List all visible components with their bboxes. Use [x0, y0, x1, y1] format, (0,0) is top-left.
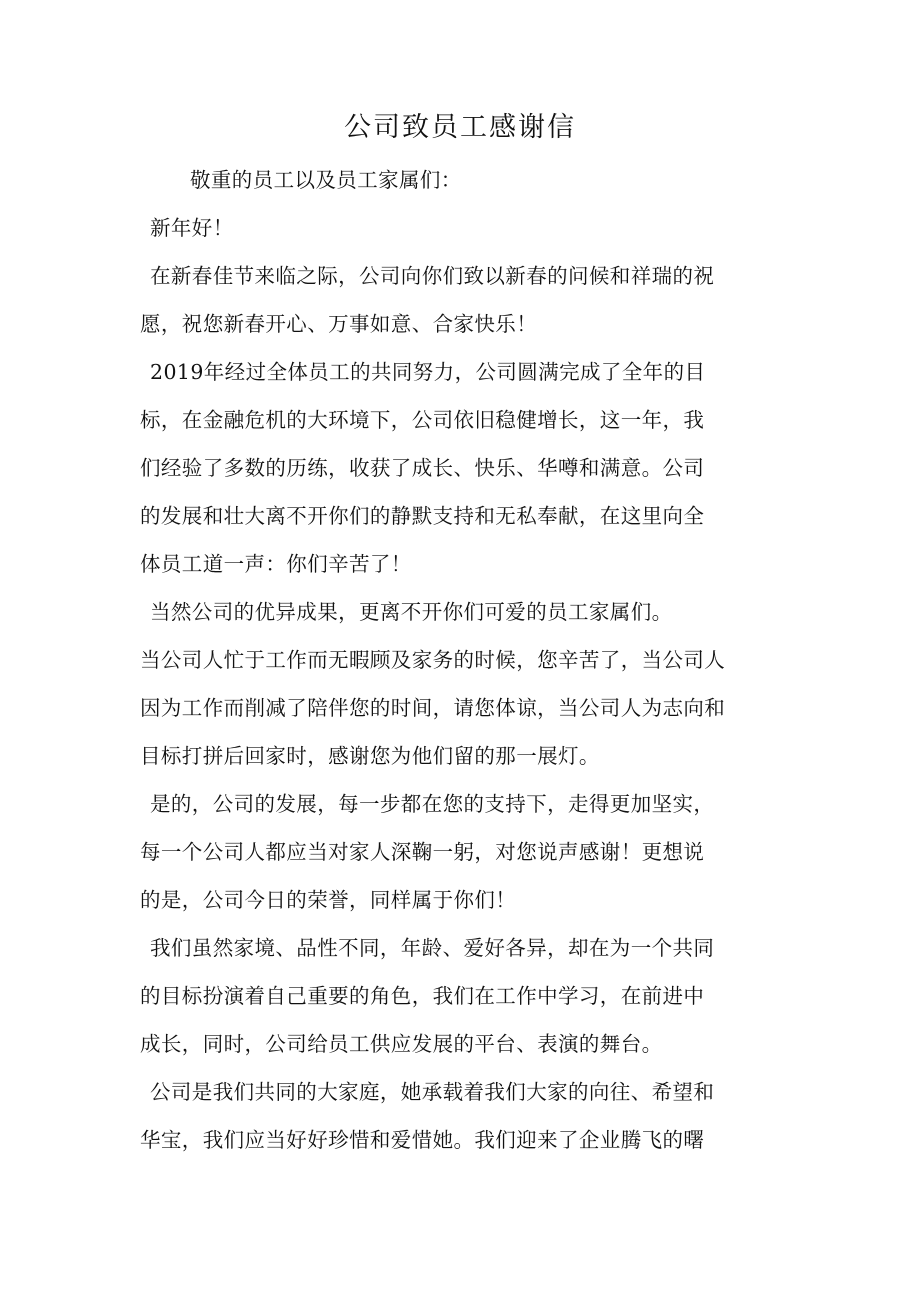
- paragraph-line: 标，在金融危机的大环境下，公司依旧稳健增长，这一年，我: [140, 408, 705, 432]
- paragraph-line: 目标打拼后回家时，感谢您为他们留的那一展灯。: [140, 744, 600, 768]
- paragraph-line: 每一个公司人都应当对家人深鞠一躬，对您说声感谢！更想说: [140, 840, 705, 864]
- paragraph-line: 公司是我们共同的大家庭，她承载着我们大家的向往、希望和: [150, 1080, 715, 1104]
- paragraph-line: 因为工作而削减了陪伴您的时间，请您体谅，当公司人为志向和: [140, 696, 726, 720]
- paragraph-line: 的是，公司今日的荣誉，同样属于你们！: [140, 888, 517, 912]
- paragraph-line: 我们虽然家境、品性不同，年龄、爱好各异，却在为一个共同: [150, 936, 715, 960]
- paragraph-line: 当公司人忙于工作而无暇顾及家务的时候，您辛苦了，当公司人: [140, 648, 726, 672]
- paragraph-line: 是的，公司的发展，每一步都在您的支持下，走得更加坚实，: [150, 792, 715, 816]
- greeting: 新年好！: [150, 216, 234, 240]
- paragraph-line: 2019年经过全体员工的共同努力，公司圆满完成了全年的目: [150, 360, 706, 384]
- paragraph-line: 成长，同时，公司给员工供应发展的平台、表演的舞台。: [140, 1032, 663, 1056]
- salutation: 敬重的员工以及员工家属们：: [190, 168, 462, 192]
- letter-title: 公司致员工感谢信: [344, 112, 576, 143]
- paragraph-line: 愿，祝您新春开心、万事如意、合家快乐！: [140, 312, 538, 336]
- paragraph-line: 们经验了多数的历练，收获了成长、快乐、华噂和满意。公司: [140, 456, 705, 480]
- paragraph-line: 华宝，我们应当好好珍惜和爱惜她。我们迎来了企业腾飞的曙: [140, 1128, 705, 1152]
- paragraph-line: 体员工道一声：你们辛苦了！: [140, 552, 412, 576]
- paragraph-line: 当然公司的优异成果，更离不开你们可爱的员工家属们。: [150, 600, 673, 624]
- paragraph-line: 的目标扮演着自己重要的角色，我们在工作中学习，在前进中: [140, 984, 705, 1008]
- paragraph-line: 在新春佳节来临之际，公司向你们致以新春的问候和祥瑞的祝: [150, 264, 715, 288]
- paragraph-line: 的发展和壮大离不开你们的静默支持和无私奉献，在这里向全: [140, 504, 705, 528]
